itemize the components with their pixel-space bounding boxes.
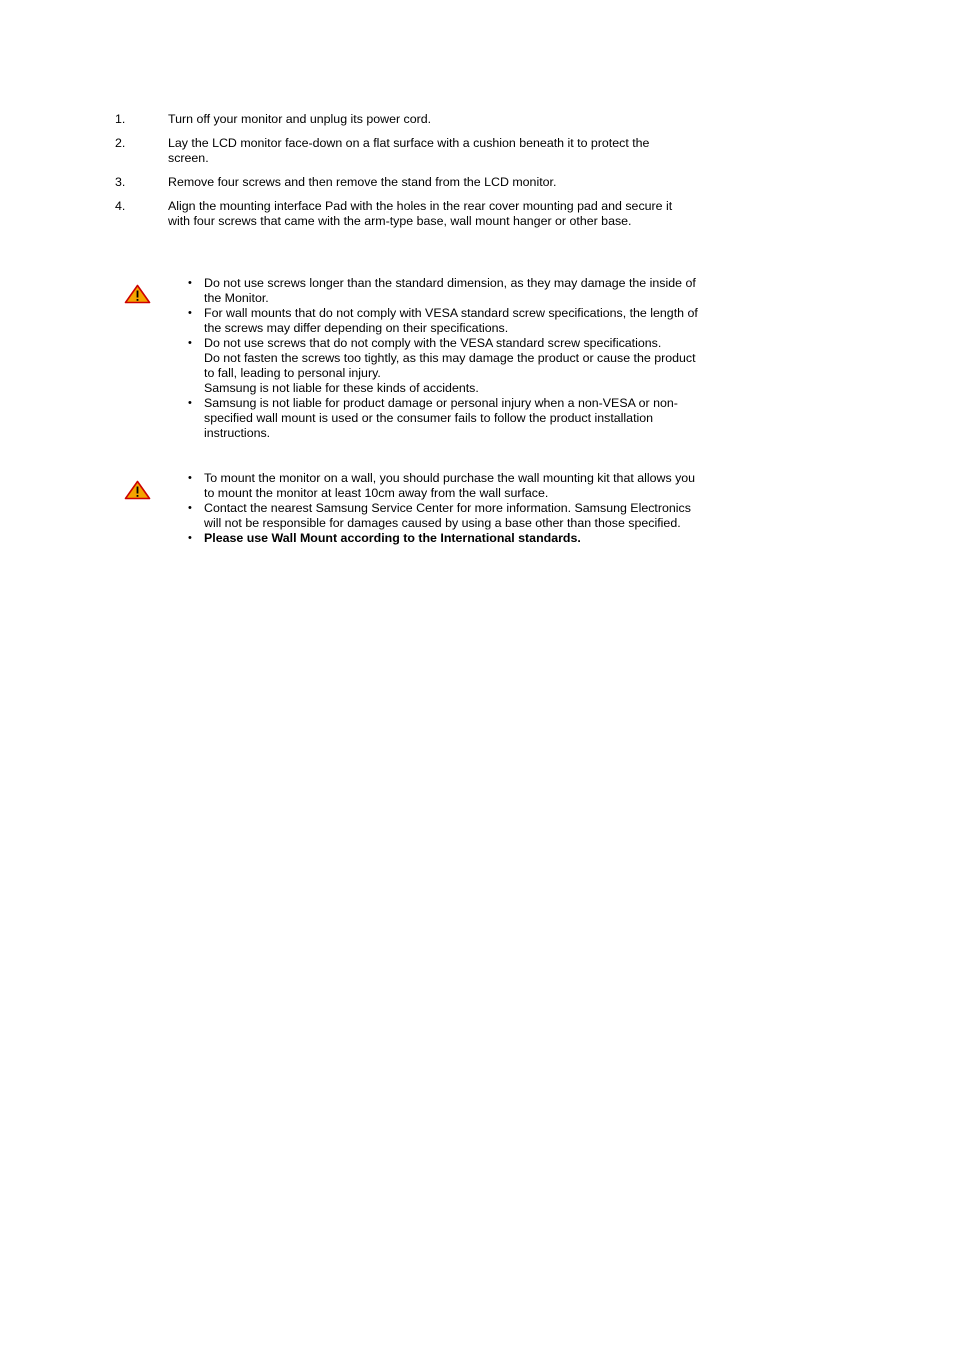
caution-list <box>186 276 746 441</box>
step-text: Remove four screws and then remove the stand from the LCD monitor. <box>168 175 557 189</box>
step-item <box>0 112 954 127</box>
caution-text-bold: Please use Wall Mount according to the International standards. <box>204 531 581 545</box>
step-number: 4. <box>115 199 126 213</box>
step-number: 1. <box>115 112 126 126</box>
step-number: 3. <box>115 175 126 189</box>
step-item <box>0 199 954 229</box>
list-item: • For wall mounts that do not comply with VESA standard screw specifications, the length of the screws may differ depending on their specifications. <box>186 306 746 336</box>
caution-text: For wall mounts that do not comply with VESA standard screw specifications, the length of the screws may differ depending on their specifications. <box>204 306 698 335</box>
caution-text: Contact the nearest Samsung Service Center for more information. Samsung Electronics will not be responsible for damages caused by using a base other than those specified. <box>204 501 691 530</box>
list-item: • Do not use screws that do not comply with the VESA standard screw specifications. Do not fasten the screws too tightly, as this may damage the product or cause the product to fall, leading to personal injury. Samsung is not liable for these kinds of accidents. <box>186 336 746 396</box>
step-text: Turn off your monitor and unplug its power cord. <box>168 112 432 126</box>
warning-triangle-icon <box>124 284 151 304</box>
step-item <box>0 175 954 190</box>
caution-list <box>186 471 746 546</box>
installation-steps <box>0 112 954 238</box>
list-item: • Please use Wall Mount according to the International standards. <box>186 531 746 546</box>
step-number: 2. <box>115 136 126 150</box>
list-item: • Do not use screws longer than the standard dimension, as they may damage the inside of the Monitor. <box>186 276 746 306</box>
list-item: • Contact the nearest Samsung Service Center for more information. Samsung Electronics will not be responsible for damages caused by using a base other than those specified. <box>186 501 746 531</box>
list-item: • Samsung is not liable for product damage or personal injury when a non-VESA or non- specified wall mount is used or the consumer fails to follow the product installation instructions. <box>186 396 746 441</box>
warning-triangle-icon <box>124 480 151 500</box>
step-text: Align the mounting interface Pad with the holes in the rear cover mounting pad and secure it with four screws that came with the arm-type base, wall mount hanger or other base. <box>168 199 673 228</box>
caution-text: Do not use screws that do not comply with the VESA standard screw specifications. Do not fasten the screws too tightly, as this may damage the product or cause the product to fall, leading to personal injury. Samsung is not liable for these kinds of accidents. <box>204 336 696 395</box>
step-item <box>0 136 954 166</box>
caution-text: To mount the monitor on a wall, you should purchase the wall mounting kit that allows you to mount the monitor at least 10cm away from the wall surface. <box>204 471 696 500</box>
step-text: Lay the LCD monitor face-down on a flat surface with a cushion beneath it to protect the screen. <box>168 136 650 165</box>
list-item: • To mount the monitor on a wall, you should purchase the wall mounting kit that allows you to mount the monitor at least 10cm away from the wall surface. <box>186 471 746 501</box>
caution-text: Do not use screws longer than the standard dimension, as they may damage the inside of the Monitor. <box>204 276 696 305</box>
caution-text: Samsung is not liable for product damage or personal injury when a non-VESA or non- specified wall mount is used or the consumer fails to follow the product installation instructions. <box>204 396 678 440</box>
